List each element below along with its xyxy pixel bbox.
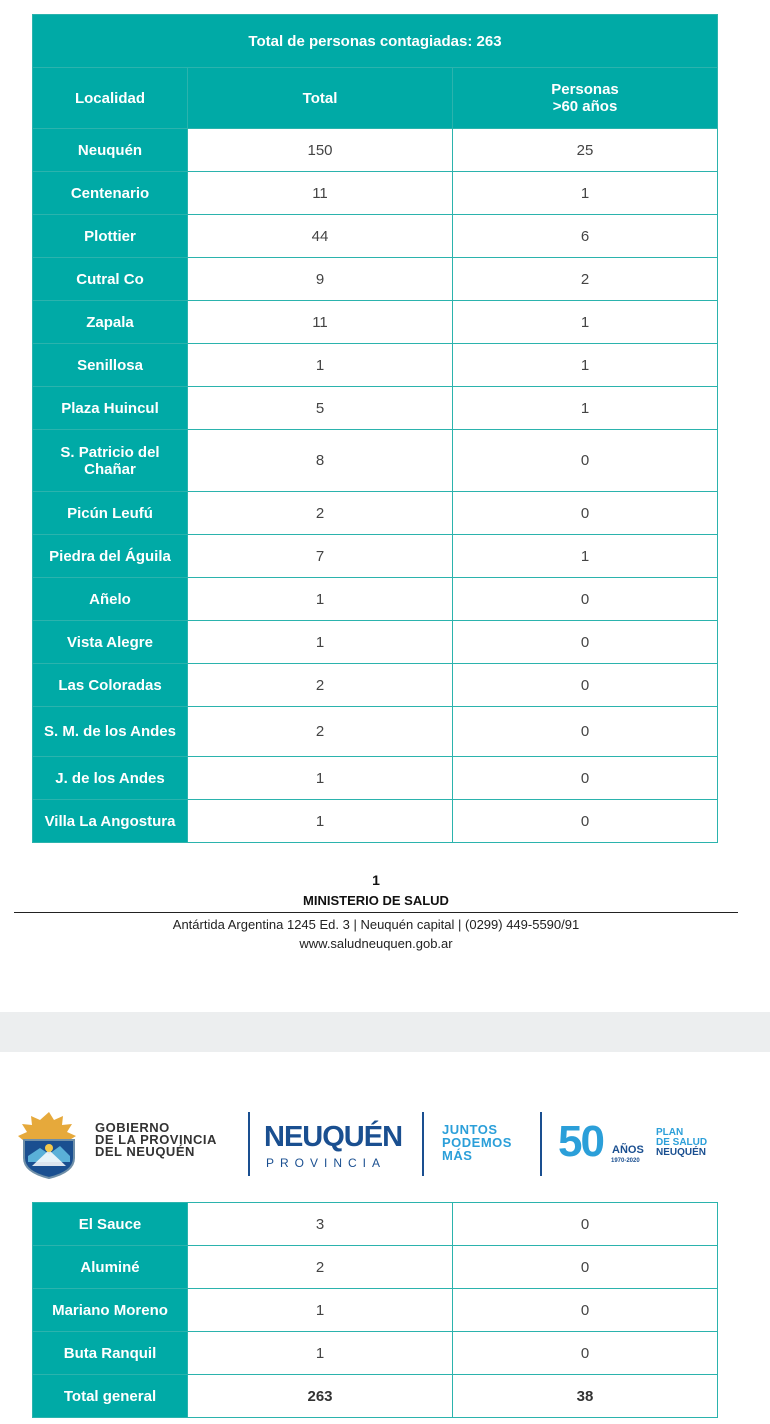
- table-row: [33, 578, 718, 621]
- cell-localidad: Centenario: [33, 172, 188, 215]
- health-plan-line2: DE SALUD: [656, 1137, 708, 1148]
- cell-localidad: Plaza Huincul: [33, 387, 188, 430]
- slogan-line3: MÁS: [442, 1148, 473, 1163]
- cell-mayores60: 1: [453, 172, 718, 215]
- cell-mayores60: 0: [453, 1203, 718, 1246]
- cell-localidad: Buta Ranquil: [33, 1332, 188, 1375]
- page-separator: [0, 1012, 770, 1052]
- cell-total: 2: [188, 664, 453, 707]
- cell-mayores60: 0: [453, 1332, 718, 1375]
- cell-localidad: Picún Leufú: [33, 492, 188, 535]
- cases-table: [32, 14, 718, 843]
- cell-localidad: Senillosa: [33, 344, 188, 387]
- health-plan-line1: PLAN: [656, 1127, 684, 1138]
- government-name-line2: DE LA PROVINCIA: [95, 1132, 217, 1147]
- cell-total: 7: [188, 535, 453, 578]
- anniversary-label: AÑOS: [612, 1144, 644, 1156]
- table-row: [33, 172, 718, 215]
- footer-website-link[interactable]: www.saludneuquen.gob.ar: [299, 936, 453, 951]
- column-header-mayores60: [453, 68, 718, 129]
- cell-total: 1: [188, 1289, 453, 1332]
- table-row: [33, 535, 718, 578]
- cell-localidad: J. de los Andes: [33, 757, 188, 800]
- column-header-total: Total: [188, 68, 453, 129]
- anniversary-number: 50: [558, 1117, 603, 1166]
- cases-table-continued: [32, 1202, 718, 1418]
- cell-total: 2: [188, 1246, 453, 1289]
- government-name: [95, 1122, 217, 1158]
- cell-mayores60: 0: [453, 578, 718, 621]
- table-row: [33, 800, 718, 843]
- cell-total: 2: [188, 707, 453, 757]
- cell-localidad: Piedra del Águila: [33, 535, 188, 578]
- brand-wordmark: NEUQUÉN: [264, 1121, 403, 1153]
- letterhead-divider: [540, 1112, 542, 1176]
- cell-localidad: S. Patricio del Chañar: [33, 430, 188, 492]
- letterhead: [0, 1110, 770, 1182]
- anniversary-range: 1970-2020: [611, 1158, 640, 1164]
- column-header-mayores60-line1: Personas: [551, 81, 619, 98]
- ministry-name: MINISTERIO DE SALUD: [303, 893, 449, 908]
- table-row: [33, 215, 718, 258]
- table-row: [33, 301, 718, 344]
- cell-mayores60: 0: [453, 1246, 718, 1289]
- cell-localidad: Zapala: [33, 301, 188, 344]
- cell-mayores60: 0: [453, 492, 718, 535]
- table-row: [33, 430, 718, 492]
- cell-total: 2: [188, 492, 453, 535]
- footer-divider: [14, 912, 738, 913]
- table-row: [33, 1289, 718, 1332]
- cell-localidad: Plottier: [33, 215, 188, 258]
- cell-mayores60: 0: [453, 621, 718, 664]
- cell-total: 1: [188, 344, 453, 387]
- health-plan-line3: NEUQUÉN: [656, 1147, 707, 1158]
- provincial-shield-icon: [16, 1110, 82, 1180]
- cell-localidad: El Sauce: [33, 1203, 188, 1246]
- table-row: [33, 621, 718, 664]
- table-row: [33, 707, 718, 757]
- cell-total: 5: [188, 387, 453, 430]
- cell-localidad: Las Coloradas: [33, 664, 188, 707]
- cell-total: 1: [188, 800, 453, 843]
- health-plan-label: [656, 1128, 707, 1158]
- letterhead-divider: [248, 1112, 250, 1176]
- cell-total: 8: [188, 430, 453, 492]
- cell-total: 1: [188, 578, 453, 621]
- cell-total: 11: [188, 301, 453, 344]
- cell-localidad: Villa La Angostura: [33, 800, 188, 843]
- cell-total: 9: [188, 258, 453, 301]
- cell-mayores60: 1: [453, 387, 718, 430]
- cell-total: 1: [188, 757, 453, 800]
- table-total-row: [33, 1375, 718, 1418]
- table-row: [33, 1332, 718, 1375]
- footer-address: Antártida Argentina 1245 Ed. 3 | Neuquén capital | (0299) 449-5590/91: [172, 917, 580, 932]
- cell-mayores60: 0: [453, 800, 718, 843]
- cell-mayores60: 0: [453, 430, 718, 492]
- cell-mayores60: 2: [453, 258, 718, 301]
- brand-subtitle: PROVINCIA: [266, 1156, 387, 1170]
- letterhead-divider: [422, 1112, 424, 1176]
- cell-localidad: Vista Alegre: [33, 621, 188, 664]
- table-body: [33, 129, 718, 843]
- slogan: [442, 1123, 512, 1162]
- cell-mayores60: 0: [453, 757, 718, 800]
- table-row: [33, 129, 718, 172]
- table-row: [33, 1203, 718, 1246]
- government-name-line3: DEL NEUQUÉN: [95, 1144, 195, 1159]
- table-row: [33, 492, 718, 535]
- cell-localidad: Neuquén: [33, 129, 188, 172]
- cell-localidad: Cutral Co: [33, 258, 188, 301]
- cell-localidad: Total general: [33, 1375, 188, 1418]
- table-row: [33, 387, 718, 430]
- table-row: [33, 258, 718, 301]
- cell-total: 150: [188, 129, 453, 172]
- cell-localidad: S. M. de los Andes: [33, 707, 188, 757]
- cell-localidad: Añelo: [33, 578, 188, 621]
- column-header-localidad: Localidad: [33, 68, 188, 129]
- cell-total: 11: [188, 172, 453, 215]
- cell-mayores60: 25: [453, 129, 718, 172]
- page-number: 1: [372, 872, 380, 888]
- cell-mayores60: 6: [453, 215, 718, 258]
- cell-mayores60: 0: [453, 664, 718, 707]
- table-title: Total de personas contagiadas: 263: [33, 15, 718, 68]
- table-row: [33, 757, 718, 800]
- slogan-line2: PODEMOS: [442, 1135, 512, 1150]
- table-row: [33, 664, 718, 707]
- cell-mayores60: 0: [453, 1289, 718, 1332]
- cell-localidad: Aluminé: [33, 1246, 188, 1289]
- cell-mayores60: 1: [453, 344, 718, 387]
- cell-total: 44: [188, 215, 453, 258]
- table-row: [33, 1246, 718, 1289]
- government-name-line1: GOBIERNO: [95, 1120, 170, 1135]
- slogan-line1: JUNTOS: [442, 1122, 498, 1137]
- cell-total: 263: [188, 1375, 453, 1418]
- table-body-continued: [33, 1203, 718, 1418]
- cell-mayores60: 0: [453, 707, 718, 757]
- column-header-mayores60-line2: >60 años: [552, 98, 618, 115]
- cell-mayores60: 1: [453, 301, 718, 344]
- cell-total: 3: [188, 1203, 453, 1246]
- cell-mayores60: 1: [453, 535, 718, 578]
- cell-total: 1: [188, 1332, 453, 1375]
- table-row: [33, 344, 718, 387]
- cell-localidad: Mariano Moreno: [33, 1289, 188, 1332]
- cell-mayores60: 38: [453, 1375, 718, 1418]
- cell-total: 1: [188, 621, 453, 664]
